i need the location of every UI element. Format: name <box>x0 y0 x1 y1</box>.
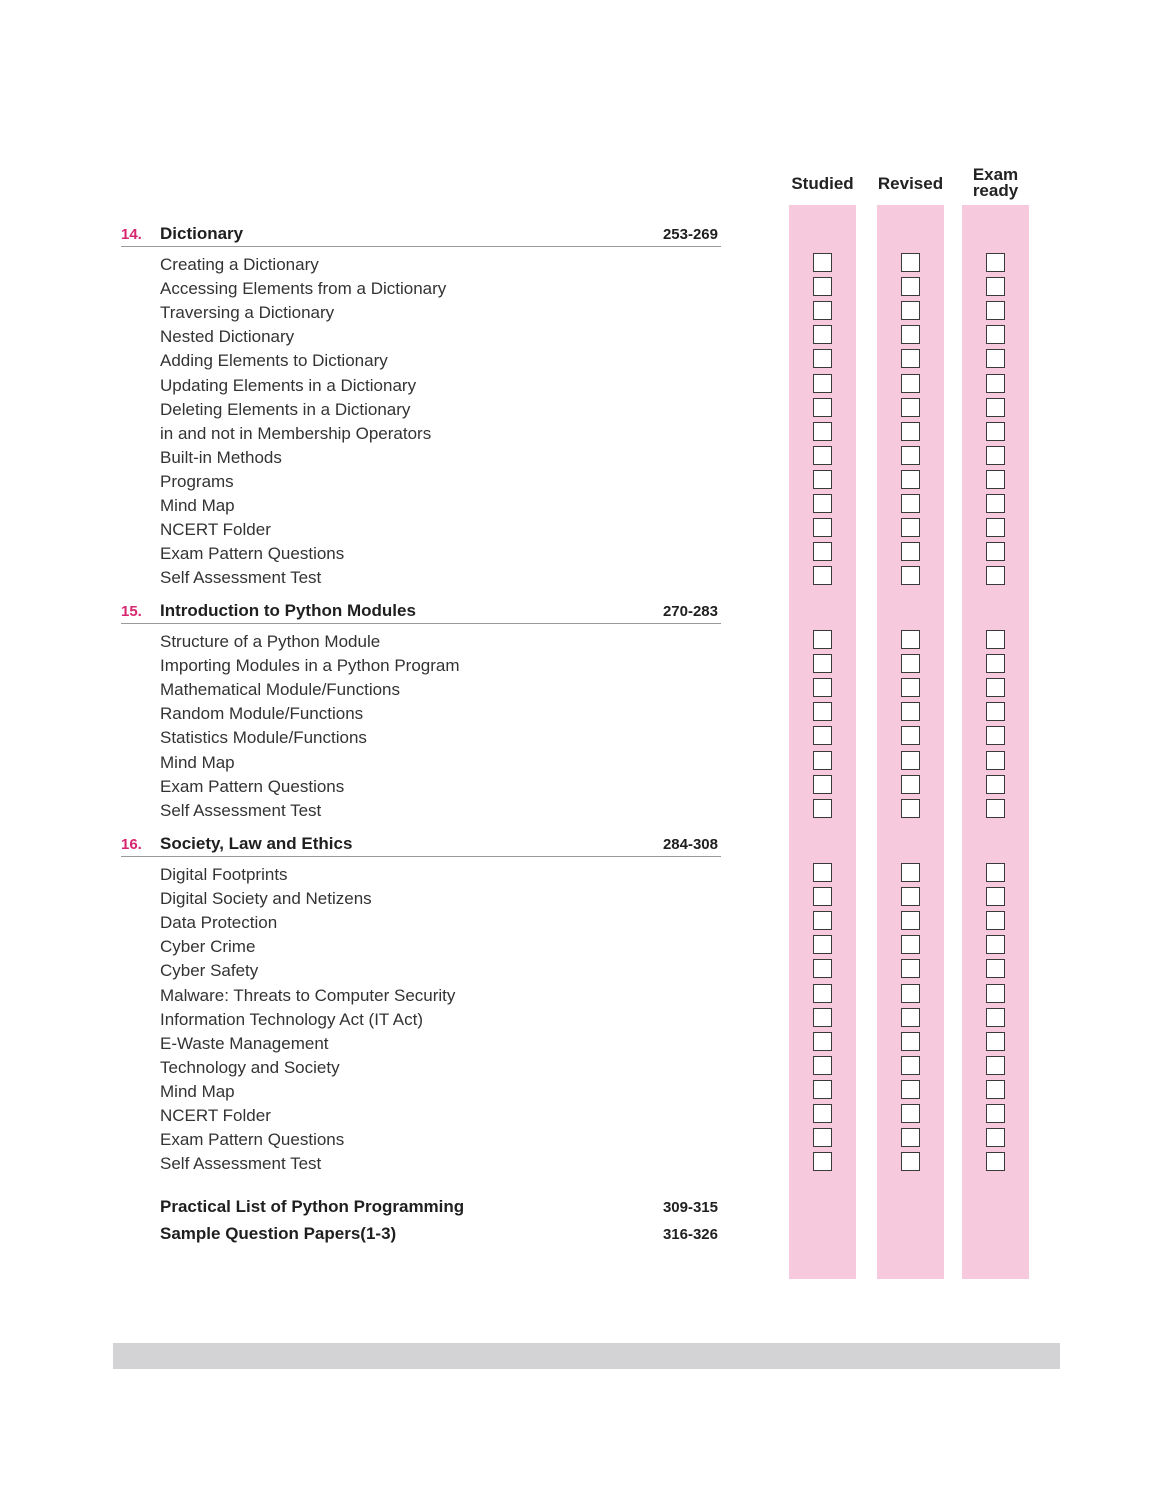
revised-checkbox[interactable] <box>901 518 920 537</box>
topic-item: Mind Map <box>160 1081 235 1101</box>
studied-checkbox[interactable] <box>813 398 832 417</box>
topic-item: Adding Elements to Dictionary <box>160 351 388 371</box>
studied-checkbox[interactable] <box>813 1152 832 1171</box>
exam-ready-checkbox[interactable] <box>986 301 1005 320</box>
topic-item: Self Assessment Test <box>160 568 322 588</box>
topic-item: in and not in Membership Operators <box>160 423 432 443</box>
exam-ready-checkbox[interactable] <box>986 1104 1005 1123</box>
revised-checkbox[interactable] <box>901 542 920 561</box>
studied-checkbox[interactable] <box>813 959 832 978</box>
revised-checkbox[interactable] <box>901 253 920 272</box>
revised-checkbox[interactable] <box>901 935 920 954</box>
topic-item: Nested Dictionary <box>160 327 295 347</box>
topic-item: Mind Map <box>160 496 235 515</box>
chapter-title: Society, Law and Ethics <box>160 834 353 853</box>
studied-checkbox[interactable] <box>813 349 832 368</box>
appendix-title: Sample Question Papers(1-3) <box>160 1224 397 1243</box>
topic-item: Data Protection <box>160 913 278 933</box>
revised-checkbox[interactable] <box>901 726 920 745</box>
exam-ready-checkbox[interactable] <box>986 887 1005 906</box>
studied-checkbox[interactable] <box>813 726 832 745</box>
exam-ready-checkbox[interactable] <box>986 398 1005 417</box>
exam-ready-checkbox[interactable] <box>986 470 1005 489</box>
chapter-pages: 284-308 <box>662 836 718 853</box>
studied-checkbox[interactable] <box>813 470 832 489</box>
revised-checkbox[interactable] <box>901 702 920 721</box>
exam-ready-checkbox[interactable] <box>986 1032 1005 1051</box>
exam-ready-checkbox[interactable] <box>986 1056 1005 1075</box>
revised-checkbox[interactable] <box>901 349 920 368</box>
revised-checkbox[interactable] <box>901 1008 920 1027</box>
studied-checkbox[interactable] <box>813 518 832 537</box>
revised-checkbox[interactable] <box>901 630 920 649</box>
revised-checkbox[interactable] <box>901 301 920 320</box>
topic-item: Mind Map <box>160 752 235 772</box>
topic-item: Technology and Society <box>160 1057 340 1077</box>
revised-checkbox[interactable] <box>901 984 920 1003</box>
studied-checkbox[interactable] <box>813 1128 832 1147</box>
topic-item: Digital Footprints <box>160 865 288 884</box>
chapter-number: 16. <box>121 836 142 853</box>
exam-ready-checkbox[interactable] <box>986 349 1005 368</box>
exam-ready-checkbox[interactable] <box>986 494 1005 513</box>
exam-ready-checkbox[interactable] <box>986 277 1005 296</box>
chapter-divider <box>121 856 721 857</box>
studied-checkbox[interactable] <box>813 1032 832 1051</box>
revised-checkbox[interactable] <box>901 911 920 930</box>
column-header-studied: Studied <box>791 174 854 193</box>
topic-item: Updating Elements in a Dictionary <box>160 375 417 395</box>
topic-item: Importing Modules in a Python Program <box>160 656 460 676</box>
topic-item: Programs <box>160 471 234 491</box>
appendix-pages: 316-326 <box>662 1226 718 1243</box>
exam-ready-checkbox[interactable] <box>986 775 1005 794</box>
topic-item: Statistics Module/Functions <box>160 728 367 748</box>
studied-checkbox[interactable] <box>813 253 832 272</box>
column-header-exam-line2: ready <box>972 181 1019 200</box>
exam-ready-checkbox[interactable] <box>986 1128 1005 1147</box>
exam-ready-checkbox[interactable] <box>986 630 1005 649</box>
revised-checkbox[interactable] <box>901 470 920 489</box>
topic-item: Exam Pattern Questions <box>160 1130 345 1150</box>
appendix-pages: 309-315 <box>662 1199 718 1216</box>
studied-checkbox[interactable] <box>813 1008 832 1027</box>
exam-ready-checkbox[interactable] <box>986 374 1005 393</box>
exam-ready-checkbox[interactable] <box>986 654 1005 673</box>
exam-ready-checkbox[interactable] <box>986 518 1005 537</box>
studied-checkbox[interactable] <box>813 1104 832 1123</box>
exam-ready-checkbox[interactable] <box>986 1080 1005 1099</box>
studied-checkbox[interactable] <box>813 1080 832 1099</box>
topic-item: Structure of a Python Module <box>160 632 381 651</box>
topic-item: Built-in Methods <box>160 447 282 467</box>
chapter-pages: 253-269 <box>662 226 718 243</box>
topic-item: Cyber Safety <box>160 961 259 981</box>
topic-item: E-Waste Management <box>160 1033 329 1053</box>
column-header-revised: Revised <box>877 174 944 193</box>
studied-checkbox[interactable] <box>813 422 832 441</box>
exam-ready-checkbox[interactable] <box>986 935 1005 954</box>
exam-ready-checkbox[interactable] <box>986 1152 1005 1171</box>
footer-bar <box>113 1343 1060 1369</box>
studied-checkbox[interactable] <box>813 566 832 585</box>
revised-checkbox[interactable] <box>901 678 920 697</box>
exam-ready-checkbox[interactable] <box>986 863 1005 882</box>
exam-ready-checkbox[interactable] <box>986 566 1005 585</box>
revised-checkbox[interactable] <box>901 566 920 585</box>
revised-checkbox[interactable] <box>901 446 920 465</box>
revised-checkbox[interactable] <box>901 799 920 818</box>
exam-ready-checkbox[interactable] <box>986 1008 1005 1027</box>
topic-item: Random Module/Functions <box>160 704 364 724</box>
exam-ready-checkbox[interactable] <box>986 702 1005 721</box>
topic-item: NCERT Folder <box>160 520 271 540</box>
studied-checkbox[interactable] <box>813 374 832 393</box>
revised-checkbox[interactable] <box>901 325 920 344</box>
revised-checkbox[interactable] <box>901 863 920 882</box>
revised-checkbox[interactable] <box>901 887 920 906</box>
chapter-number: 15. <box>121 603 142 620</box>
exam-ready-checkbox[interactable] <box>986 678 1005 697</box>
studied-checkbox[interactable] <box>813 935 832 954</box>
revised-checkbox[interactable] <box>901 1056 920 1075</box>
topic-item: Self Assessment Test <box>160 800 322 820</box>
studied-checkbox[interactable] <box>813 1056 832 1075</box>
studied-checkbox[interactable] <box>813 277 832 296</box>
chapter-divider <box>121 623 721 624</box>
exam-ready-checkbox[interactable] <box>986 911 1005 930</box>
studied-checkbox[interactable] <box>813 446 832 465</box>
exam-ready-checkbox[interactable] <box>986 984 1005 1003</box>
topic-item: Information Technology Act (IT Act) <box>160 1009 424 1029</box>
studied-checkbox[interactable] <box>813 799 832 818</box>
studied-checkbox[interactable] <box>813 702 832 721</box>
studied-checkbox[interactable] <box>813 301 832 320</box>
studied-checkbox[interactable] <box>813 630 832 649</box>
topic-item: Exam Pattern Questions <box>160 544 345 564</box>
revised-checkbox[interactable] <box>901 398 920 417</box>
topic-item: Cyber Crime <box>160 937 256 957</box>
topic-item: Self Assessment Test <box>160 1154 322 1174</box>
revised-checkbox[interactable] <box>901 1080 920 1099</box>
topic-item: Mathematical Module/Functions <box>160 680 401 700</box>
exam-ready-checkbox[interactable] <box>986 799 1005 818</box>
revised-checkbox[interactable] <box>901 1152 920 1171</box>
revised-checkbox[interactable] <box>901 277 920 296</box>
studied-checkbox[interactable] <box>813 678 832 697</box>
revised-checkbox[interactable] <box>901 494 920 513</box>
studied-checkbox[interactable] <box>813 984 832 1003</box>
studied-checkbox[interactable] <box>813 542 832 561</box>
topic-item: Accessing Elements from a Dictionary <box>160 279 447 299</box>
chapter-pages: 270-283 <box>662 603 718 620</box>
column-header-exam-ready <box>962 167 1029 199</box>
topic-item: Deleting Elements in a Dictionary <box>160 399 411 419</box>
revised-checkbox[interactable] <box>901 654 920 673</box>
exam-ready-checkbox[interactable] <box>986 959 1005 978</box>
exam-ready-checkbox[interactable] <box>986 325 1005 344</box>
revised-checkbox[interactable] <box>901 959 920 978</box>
studied-checkbox[interactable] <box>813 325 832 344</box>
exam-ready-checkbox[interactable] <box>986 446 1005 465</box>
studied-checkbox[interactable] <box>813 494 832 513</box>
revised-checkbox[interactable] <box>901 374 920 393</box>
chapter-divider <box>121 246 721 247</box>
chapter-title: Introduction to Python Modules <box>160 601 416 620</box>
studied-checkbox[interactable] <box>813 775 832 794</box>
studied-checkbox[interactable] <box>813 911 832 930</box>
chapter-number: 14. <box>121 226 142 243</box>
revised-checkbox[interactable] <box>901 1032 920 1051</box>
topic-item: Malware: Threats to Computer Security <box>160 985 456 1005</box>
exam-ready-checkbox[interactable] <box>986 542 1005 561</box>
revised-checkbox[interactable] <box>901 775 920 794</box>
revised-checkbox[interactable] <box>901 1104 920 1123</box>
column-header-exam-line1: Exam <box>972 165 1019 184</box>
revised-checkbox[interactable] <box>901 751 920 770</box>
exam-ready-checkbox[interactable] <box>986 253 1005 272</box>
studied-checkbox[interactable] <box>813 887 832 906</box>
studied-checkbox[interactable] <box>813 863 832 882</box>
studied-checkbox[interactable] <box>813 654 832 673</box>
exam-ready-checkbox[interactable] <box>986 422 1005 441</box>
revised-checkbox[interactable] <box>901 1128 920 1147</box>
topic-item: NCERT Folder <box>160 1106 271 1125</box>
exam-ready-checkbox[interactable] <box>986 726 1005 745</box>
studied-checkbox[interactable] <box>813 751 832 770</box>
topic-item: Digital Society and Netizens <box>160 889 372 909</box>
appendix-title: Practical List of Python Programming <box>160 1197 465 1216</box>
topic-item: Exam Pattern Questions <box>160 776 345 796</box>
chapter-title: Dictionary <box>160 224 244 243</box>
topic-item: Traversing a Dictionary <box>160 303 335 323</box>
exam-ready-checkbox[interactable] <box>986 751 1005 770</box>
revised-checkbox[interactable] <box>901 422 920 441</box>
topic-item: Creating a Dictionary <box>160 255 319 274</box>
